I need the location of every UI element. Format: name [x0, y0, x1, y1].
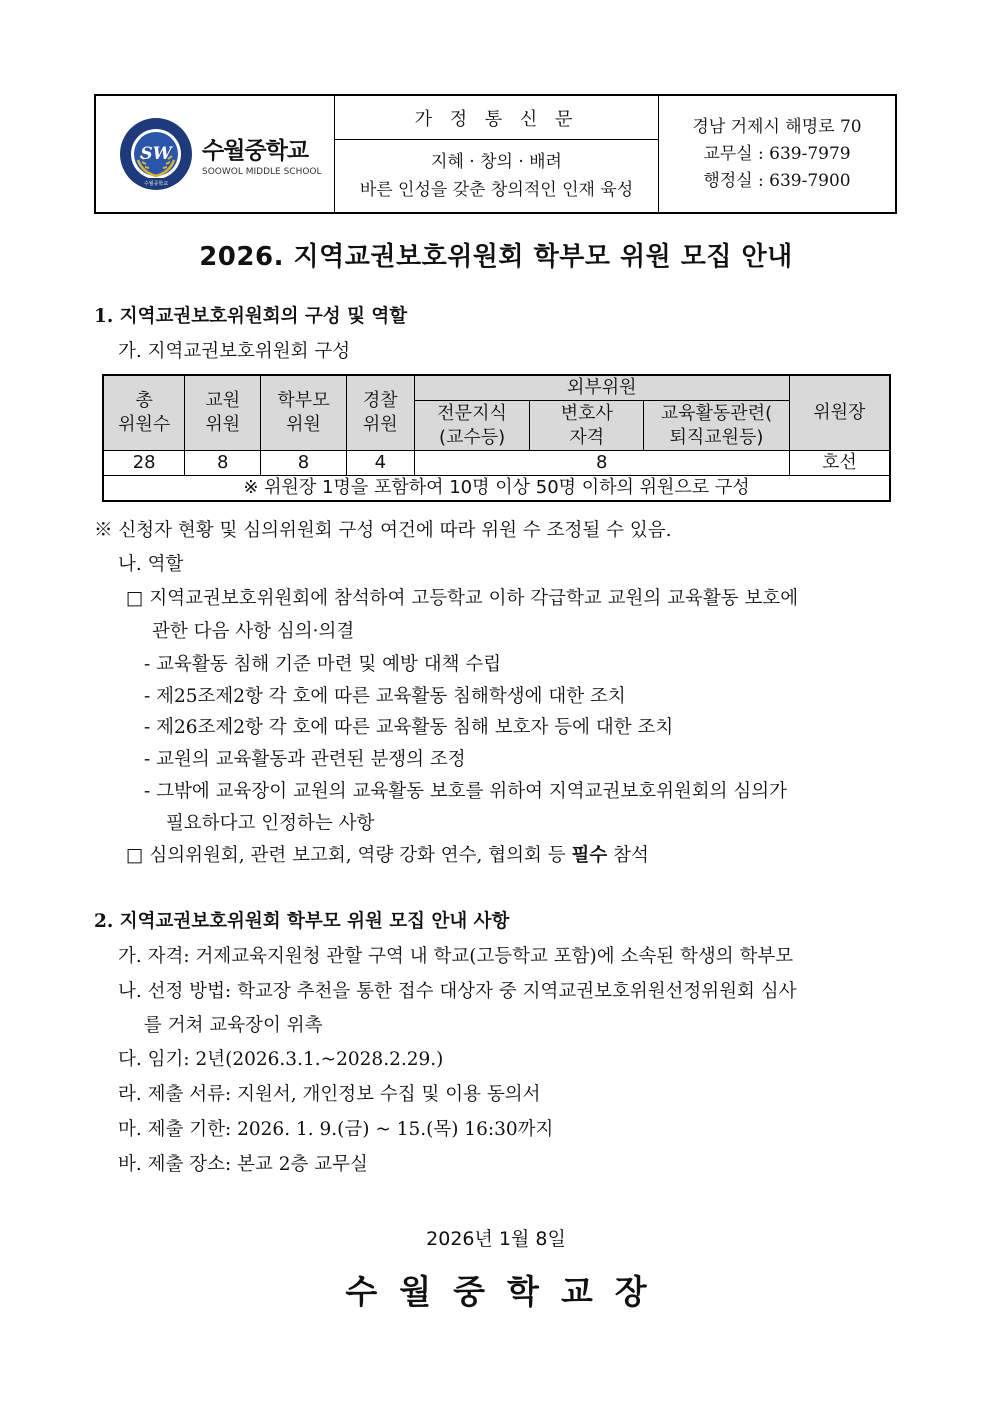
list-item: - 제26조제2항 각 호에 따른 교육활동 침해 보호자 등에 대한 조치 — [144, 717, 674, 738]
section2-item-e: 마. 제출 기한: 2026. 1. 9.(금) ~ 15.(목) 16:30까지 — [118, 1119, 554, 1140]
section2-item-b-cont: 를 거쳐 교육장이 위촉 — [144, 1015, 323, 1036]
value-chair: 호선 — [789, 451, 890, 476]
school-name-en: SOOWOL MIDDLE SCHOOL — [202, 166, 322, 177]
motto-line-2: 바른 인성을 갖춘 창의적인 인재 육성 — [359, 180, 634, 200]
header-expert: 전문지식 (교수등) — [414, 401, 530, 451]
school-logo-area — [96, 96, 335, 212]
role-box-1: □ 지역교권보호위원회에 참석하여 고등학교 이하 각급학교 교원의 교육활동 보호에 — [126, 588, 799, 609]
header-lawyer: 변호사 자격 — [530, 401, 644, 451]
section1-heading: 1. 지역교권보호위원회의 구성 및 역할 — [94, 306, 408, 327]
section2-item-b: 나. 선정 방법: 학교장 추천을 통한 접수 대상자 중 지역교권보호위원선정위원회 심사 — [118, 981, 797, 1002]
list-item: - 교육활동 침해 기준 마련 및 예방 대책 수립 — [144, 654, 502, 675]
list-item: - 교원의 교육활동과 관련된 분쟁의 조정 — [144, 749, 466, 770]
header-edu-related: 교육활동관련( 퇴직교원등) — [644, 401, 790, 451]
section2-item-c: 다. 임기: 2년(2026.3.1.~2028.2.29.) — [118, 1049, 444, 1070]
value-total: 28 — [103, 451, 185, 476]
newsletter-label: 가 정 통 신 문 — [335, 96, 658, 140]
seal-bottom-text: 수월중학교 — [143, 181, 169, 187]
school-name: 수월중학교 — [202, 137, 309, 164]
header-center — [335, 96, 659, 212]
header-teacher: 교원 위원 — [185, 375, 261, 451]
principal-signature: 수월중학교장 — [345, 1272, 669, 1311]
role-box-1-cont: 관한 다음 사항 심의·의결 — [152, 621, 355, 642]
table-row — [103, 451, 890, 476]
office-phone: 교무실 : 639-7979 — [703, 143, 851, 164]
section2-item-f: 바. 제출 장소: 본교 2층 교무실 — [118, 1154, 368, 1175]
section2-item-d: 라. 제출 서류: 지원서, 개인정보 수집 및 이용 동의서 — [118, 1084, 541, 1105]
document-title: 2026. 지역교권보호위원회 학부모 위원 모집 안내 — [199, 242, 793, 272]
list-item: - 제25조제2항 각 호에 따른 교육활동 침해학생에 대한 조치 — [144, 686, 626, 707]
school-logo-text — [202, 132, 322, 177]
section1-sub-a: 가. 지역교권보호위원회 구성 — [118, 341, 351, 362]
header-chair: 위원장 — [789, 375, 890, 451]
header-police: 경찰 위원 — [346, 375, 414, 451]
committee-composition-table — [102, 374, 891, 502]
table-footnote: ※ 위원장 1명을 포함하여 10명 이상 50명 이하의 위원으로 구성 — [103, 476, 890, 502]
school-address: 경남 거제시 해명로 70 — [692, 116, 862, 137]
composition-note: ※ 신청자 현황 및 심의위원회 구성 여건에 따라 위원 수 조정될 수 있음. — [94, 520, 672, 541]
header-parent: 학부모 위원 — [261, 375, 347, 451]
list-item: - 그밖에 교육장이 교원의 교육활동 보호를 위하여 지역교권보호위원회의 심의가 — [144, 781, 788, 802]
section2-heading: 2. 지역교권보호위원회 학부모 위원 모집 안내 사항 — [94, 911, 510, 932]
svg-text:SW: SW — [140, 144, 172, 164]
value-external: 8 — [414, 451, 789, 476]
school-seal-icon — [118, 116, 194, 192]
newsletter-header — [94, 94, 897, 214]
role-box-2: □ 심의위원회, 관련 보고회, 역량 강화 연수, 협의회 등 필수 참석 — [126, 845, 649, 866]
value-police: 4 — [346, 451, 414, 476]
document-date: 2026년 1월 8일 — [426, 1228, 566, 1250]
school-contact — [659, 96, 895, 212]
section1-sub-b: 나. 역할 — [118, 554, 184, 575]
value-parent: 8 — [261, 451, 347, 476]
header-external: 외부위원 — [414, 375, 789, 401]
header-total: 총 위원수 — [103, 375, 185, 451]
motto-line-1: 지혜 · 창의 · 배려 — [431, 152, 562, 172]
school-motto — [335, 140, 658, 212]
list-item-cont: 필요하다고 인정하는 사항 — [166, 813, 375, 834]
value-teacher: 8 — [185, 451, 261, 476]
admin-phone: 행정실 : 639-7900 — [703, 170, 851, 191]
section2-item-a: 가. 자격: 거제교육지원청 관할 구역 내 학교(고등학교 포함)에 소속된 학생의 학부모 — [118, 946, 794, 967]
